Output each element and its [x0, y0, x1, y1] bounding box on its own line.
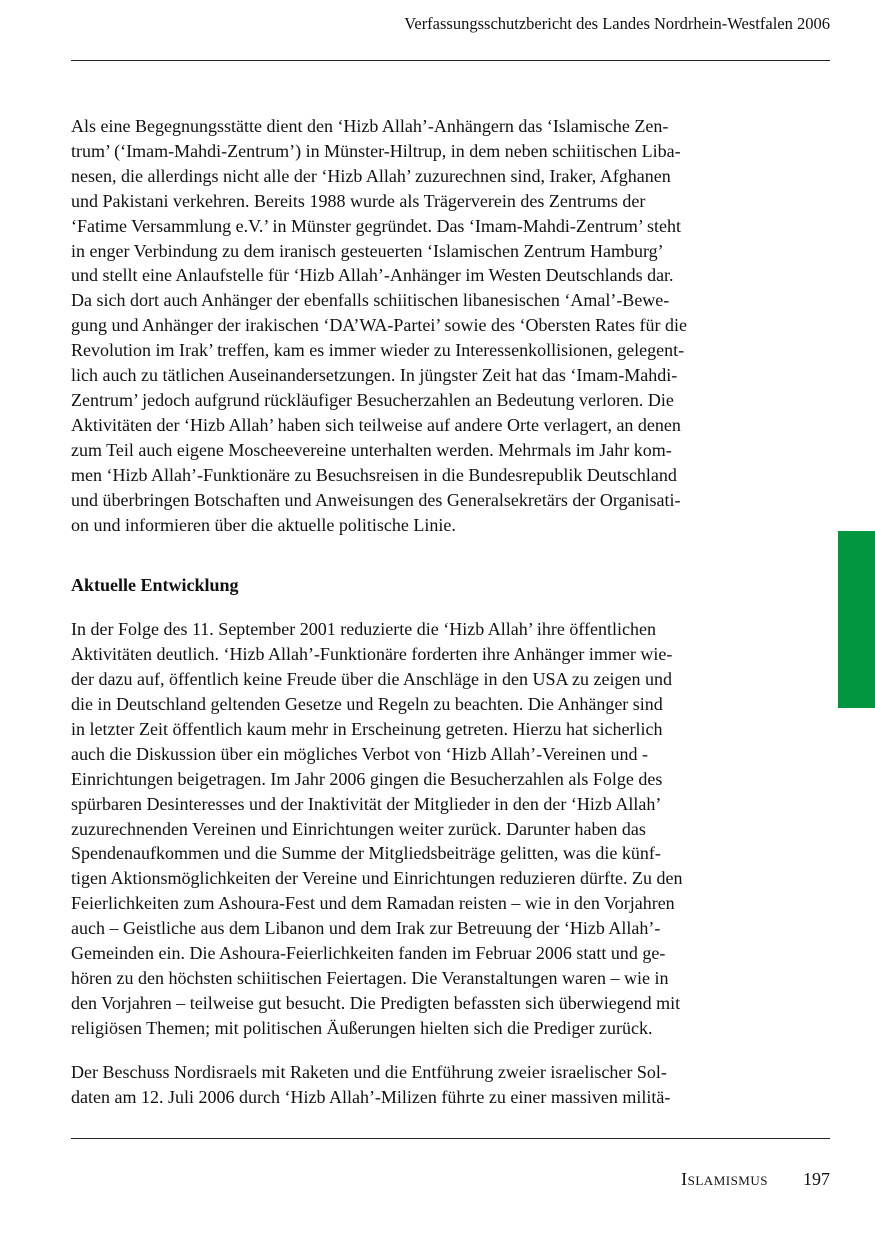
text-line: Zentrum’ jedoch aufgrund rückläufiger Besucherzahlen an Bedeutung verloren. Die — [71, 389, 674, 410]
page-number: 197 — [803, 1169, 830, 1189]
text-line: lich auch zu tätlichen Auseinandersetzungen. In jüngster Zeit hat das ‘Imam-Mahdi- — [71, 365, 678, 386]
text-line: trum’ (‘Imam-Mahdi-Zentrum’) in Münster-Hiltrup, in dem neben schiitischen Liba- — [71, 140, 681, 161]
text-line: Aktivitäten deutlich. ‘Hizb Allah’-Funktionäre forderten ihre Anhänger immer wie- — [71, 644, 673, 665]
text-line: hören zu den höchsten schiitischen Feiertagen. Die Veranstaltungen waren – wie in — [71, 968, 669, 988]
text-line: auch die Diskussion über ein mögliches Verbot von ‘Hizb Allah’-Vereinen und - — [71, 743, 649, 764]
text-line: in enger Verbindung zu dem iranisch gesteuerten ‘Islamischen Zentrum Hamburg’ — [71, 240, 664, 261]
text-line: in letzter Zeit öffentlich kaum mehr in Erscheinung getreten. Hierzu hat sicherlich — [71, 718, 663, 739]
header-rule — [71, 60, 830, 61]
text-line: auch – Geistliche aus dem Libanon und dem Irak zur Betreuung der ‘Hizb Allah’- — [71, 918, 661, 939]
text-line: und stellt eine Anlaufstelle für ‘Hizb Allah’-Anhänger im Westen Deutschlands dar. — [71, 265, 674, 286]
page-body — [71, 114, 791, 1110]
text-line: Spendenaufkommen und die Summe der Mitgliedsbeiträge gelitten, was die künf- — [71, 843, 661, 864]
text-line: der dazu auf, öffentlich keine Freude über die Anschläge in den USA zu zeigen und — [71, 669, 672, 690]
text-line: on und informieren über die aktuelle politische Linie. — [71, 514, 456, 535]
text-line: In der Folge des 11. September 2001 reduzierte die ‘Hizb Allah’ ihre öffentlichen — [71, 619, 656, 640]
text-line: spürbaren Desinteresses und der Inaktivität der Mitglieder in den der ‘Hizb Allah’ — [71, 793, 662, 814]
paragraph-aktuelle-entwicklung — [71, 617, 791, 1040]
footer-rule — [71, 1138, 830, 1139]
text-line: Gemeinden ein. Die Ashoura-Feierlichkeiten fanden im Februar 2006 statt und ge- — [71, 943, 666, 964]
text-line: nesen, die allerdings nicht alle der ‘Hizb Allah’ zuzurechnen sind, Iraker, Afghanen — [71, 165, 671, 186]
text-line: men ‘Hizb Allah’-Funktionäre zu Besuchsreisen in die Bundesrepublik Deutschland — [71, 464, 677, 485]
text-line: religiösen Themen; mit politischen Äußerungen hielten sich die Prediger zurück. — [71, 1017, 653, 1038]
text-line: ‘Fatime Versammlung e.V.’ in Münster gegründet. Das ‘Imam-Mahdi-Zentrum’ steht — [71, 215, 682, 236]
text-line: zuzurechnenden Vereinen und Einrichtungen weiter zurück. Darunter haben das — [71, 818, 646, 839]
section-heading: Aktuelle Entwicklung — [71, 575, 239, 596]
running-header: Verfassungsschutzbericht des Landes Nordrhein-Westfalen 2006 — [404, 14, 830, 33]
footer-section-label: Islamismus — [681, 1169, 768, 1189]
text-line: zum Teil auch eigene Moscheevereine unterhalten werden. Mehrmals im Jahr kom- — [71, 439, 672, 460]
text-line: Der Beschuss Nordisraels mit Raketen und die Entführung zweier israelischer Sol- — [71, 1061, 667, 1082]
text-line: Da sich dort auch Anhänger der ebenfalls schiitischen libanesischen ‘Amal’-Bewe- — [71, 290, 670, 311]
text-line: Revolution im Irak’ treffen, kam es immer wieder zu Interessenkollisionen, gelegent- — [71, 340, 685, 361]
paragraph-beschuss — [71, 1060, 791, 1110]
chapter-tab-marker — [838, 531, 875, 708]
text-line: die in Deutschland geltenden Gesetze und Regeln zu beachten. Die Anhänger sind — [71, 694, 663, 715]
text-line: gung und Anhänger der irakischen ‘DA’WA-Partei’ sowie des ‘Obersten Rates für die — [71, 315, 687, 336]
text-line: daten am 12. Juli 2006 durch ‘Hizb Allah’-Milizen führte zu einer massiven militä- — [71, 1086, 671, 1107]
text-line: und Pakistani verkehren. Bereits 1988 wurde als Trägerverein des Zentrums der — [71, 190, 646, 211]
text-line: tigen Aktionsmöglichkeiten der Vereine und Einrichtungen reduzieren dürfte. Zu den — [71, 868, 683, 889]
text-line: Feierlichkeiten zum Ashoura-Fest und dem Ramadan reisten – wie in den Vorjahren — [71, 893, 675, 914]
text-line: Aktivitäten der ‘Hizb Allah’ haben sich teilweise auf andere Orte verlagert, an denen — [71, 414, 681, 435]
text-line: den Vorjahren – teilweise gut besucht. Die Predigten befassten sich überwiegend mit — [71, 992, 681, 1013]
text-line: Als eine Begegnungsstätte dient den ‘Hizb Allah’-Anhängern das ‘Islamische Zen- — [71, 116, 669, 136]
paragraph-begegnungsstaette — [71, 114, 791, 537]
text-line: Einrichtungen beigetragen. Im Jahr 2006 gingen die Besucherzahlen als Folge des — [71, 768, 663, 789]
text-line: und überbringen Botschaften und Anweisungen des Generalsekretärs der Organisati- — [71, 489, 681, 510]
